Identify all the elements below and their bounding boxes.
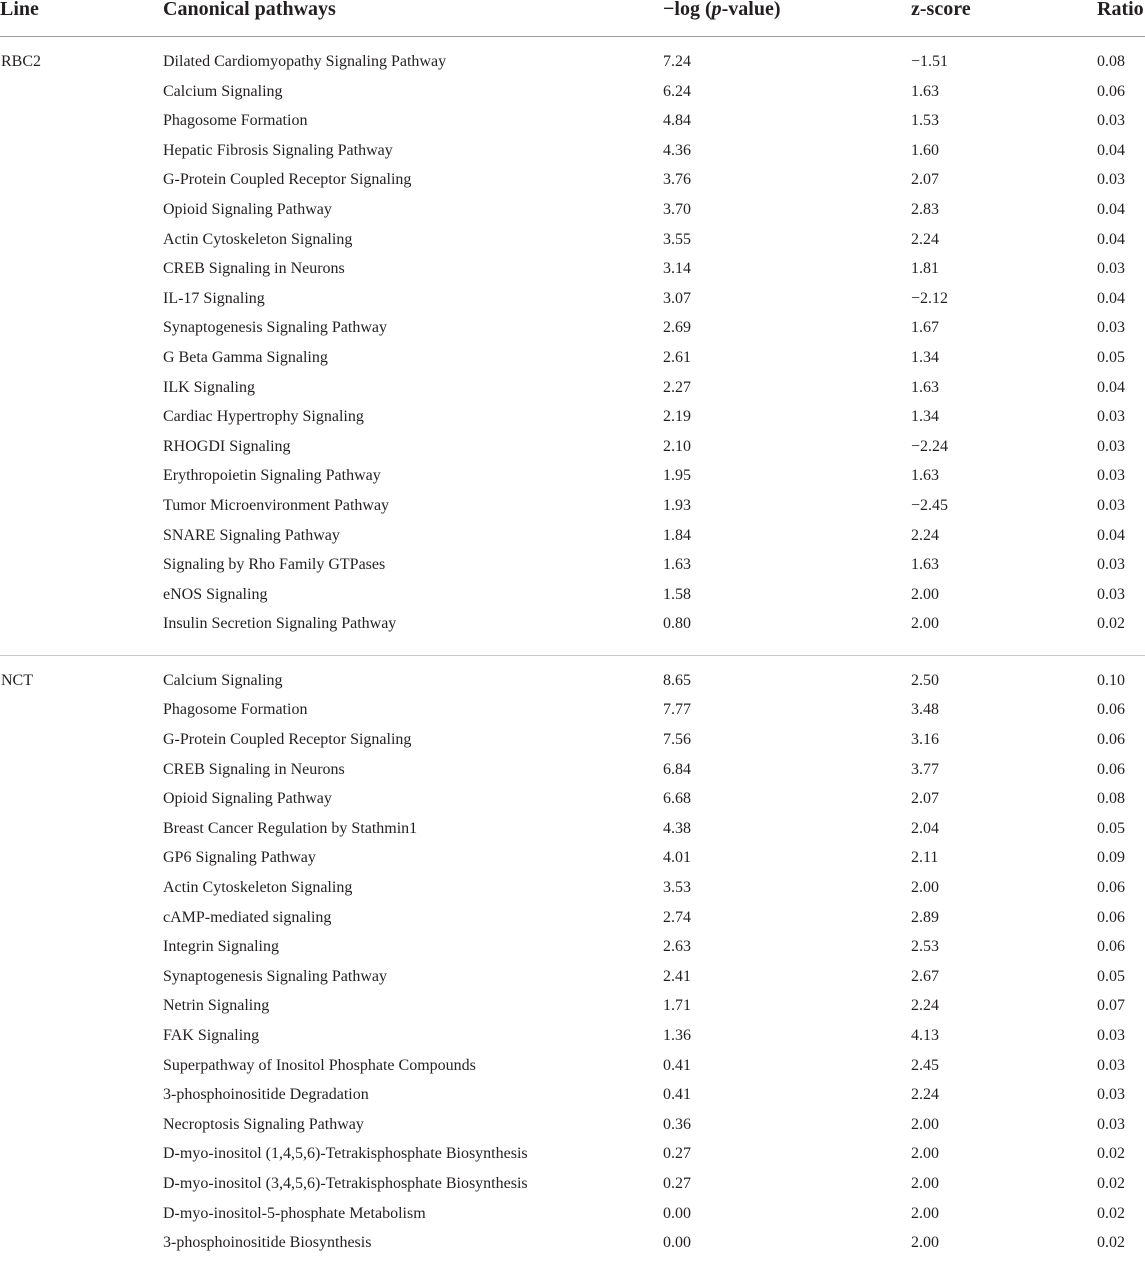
line-label: RBC2	[1, 53, 42, 70]
pathway-name: Tumor Microenvironment Pathway	[163, 496, 390, 514]
pathway-name: eNOS Signaling	[163, 585, 268, 603]
table-row	[0, 1053, 1145, 1083]
log-p-value: 6.84	[663, 760, 691, 778]
z-score-value: −1.51	[911, 53, 949, 70]
z-score-value: 3.77	[911, 760, 939, 778]
table-row	[0, 375, 1145, 405]
pathway-name: Cardiac Hypertrophy Signaling	[163, 408, 364, 426]
table-row	[0, 1082, 1145, 1112]
pathway-name: Necroptosis Signaling Pathway	[163, 1115, 364, 1133]
log-p-value: 4.38	[663, 819, 691, 837]
z-score-value: 2.24	[911, 526, 939, 544]
z-score-value: 2.00	[911, 1204, 939, 1222]
ratio-value: 0.04	[1097, 200, 1125, 218]
log-p-value: 7.77	[663, 701, 691, 719]
ratio-value: 0.03	[1097, 467, 1125, 485]
ratio-value: 0.02	[1097, 615, 1125, 633]
log-p-value: 2.41	[663, 967, 691, 985]
z-score-value: 2.24	[911, 997, 939, 1015]
pathway-name: Opioid Signaling Pathway	[163, 790, 332, 808]
header-line: Line	[0, 0, 39, 20]
z-score-value: 1.60	[911, 141, 939, 159]
ratio-value: 0.03	[1097, 408, 1125, 426]
pathway-name: RHOGDI Signaling	[163, 437, 291, 455]
ratio-value: 0.04	[1097, 378, 1125, 396]
ratio-value: 0.03	[1097, 171, 1125, 189]
z-score-value: 4.13	[911, 1027, 939, 1044]
pathway-name: Phagosome Formation	[163, 701, 308, 719]
log-p-value: 3.55	[663, 230, 691, 248]
pathway-name: CREB Signaling in Neurons	[163, 260, 345, 278]
ratio-value: 0.02	[1097, 1145, 1125, 1163]
log-p-value: 3.76	[663, 171, 691, 189]
pathway-name: Integrin Signaling	[163, 938, 279, 956]
log-p-value: 4.36	[663, 141, 691, 159]
pathway-name: G-Protein Coupled Receptor Signaling	[163, 731, 412, 749]
log-p-value: 2.27	[663, 378, 691, 396]
table-row	[0, 523, 1145, 553]
log-p-value: 3.07	[663, 289, 691, 307]
z-score-value: 2.00	[911, 1174, 939, 1192]
log-p-value: 2.69	[663, 319, 691, 337]
log-p-value: 2.74	[663, 908, 691, 926]
z-score-value: 1.34	[911, 408, 939, 426]
header-pathways: Canonical pathways	[163, 0, 336, 20]
table-row	[0, 493, 1145, 523]
table-row	[0, 993, 1145, 1023]
ratio-value: 0.08	[1097, 790, 1125, 808]
table-body	[0, 37, 1145, 1260]
z-score-value: −2.12	[911, 289, 949, 307]
pathway-name: Insulin Secretion Signaling Pathway	[163, 615, 397, 633]
ratio-value: 0.02	[1097, 1204, 1125, 1222]
z-score-value: 1.67	[911, 319, 939, 337]
ratio-value: 0.03	[1097, 1027, 1125, 1044]
pathway-name: G Beta Gamma Signaling	[163, 348, 328, 366]
ratio-value: 0.04	[1097, 526, 1125, 544]
ratio-value: 0.03	[1097, 1056, 1125, 1074]
table-row	[0, 167, 1145, 197]
ratio-value: 0.03	[1097, 319, 1125, 337]
pathway-name: IL-17 Signaling	[163, 289, 265, 307]
z-score-value: 2.00	[911, 1234, 939, 1252]
log-p-value: 7.56	[663, 731, 691, 749]
table-row	[0, 845, 1145, 875]
log-p-value: 4.84	[663, 112, 691, 130]
ratio-value: 0.09	[1097, 849, 1125, 867]
pathway-name: Signaling by Rho Family GTPases	[163, 556, 386, 574]
z-score-value: 1.81	[911, 260, 939, 278]
log-p-value: 0.36	[663, 1115, 691, 1133]
log-p-value: 4.01	[663, 849, 691, 867]
table-row	[0, 404, 1145, 434]
z-score-value: 2.00	[911, 879, 939, 897]
log-p-value: 8.65	[663, 671, 691, 689]
table-row	[0, 1230, 1145, 1260]
pathway-name: SNARE Signaling Pathway	[163, 526, 340, 544]
pathway-name: D-myo-inositol-5-phosphate Metabolism	[163, 1204, 426, 1222]
table-row	[0, 1141, 1145, 1171]
ratio-value: 0.06	[1097, 731, 1125, 749]
ratio-value: 0.04	[1097, 141, 1125, 159]
header-zscore: z-score	[911, 0, 971, 20]
log-p-value: 3.70	[663, 200, 691, 218]
ratio-value: 0.03	[1097, 1115, 1125, 1133]
log-p-value: 0.41	[663, 1086, 691, 1104]
pathway-name: D-myo-inositol (3,4,5,6)-Tetrakisphosphate Biosynthesis	[163, 1174, 528, 1192]
ratio-value: 0.02	[1097, 1174, 1125, 1192]
ratio-value: 0.05	[1097, 348, 1125, 366]
pathway-name: Breast Cancer Regulation by Stathmin1	[163, 819, 418, 837]
log-p-value: 2.19	[663, 408, 691, 426]
z-score-value: 1.63	[911, 378, 939, 396]
table-row	[0, 434, 1145, 464]
table-row	[0, 1112, 1145, 1142]
table-row	[0, 1023, 1145, 1053]
table-row	[0, 1171, 1145, 1201]
ratio-value: 0.03	[1097, 260, 1125, 278]
table-row	[0, 697, 1145, 727]
pathway-name: Superpathway of Inositol Phosphate Compounds	[163, 1056, 476, 1074]
ratio-value: 0.08	[1097, 53, 1125, 70]
table-row	[0, 463, 1145, 493]
z-score-value: 2.11	[911, 849, 939, 867]
z-score-value: 1.63	[911, 467, 939, 485]
log-p-value: 0.27	[663, 1174, 691, 1192]
pathway-name: Calcium Signaling	[163, 671, 283, 689]
table-row	[0, 315, 1145, 345]
z-score-value: 2.24	[911, 1086, 939, 1104]
log-p-value: 1.71	[663, 997, 691, 1015]
log-p-value: 1.63	[663, 556, 691, 574]
log-p-value: 3.53	[663, 879, 691, 897]
log-p-value: 6.24	[663, 82, 691, 100]
table-row	[0, 79, 1145, 109]
pathway-name: Calcium Signaling	[163, 82, 283, 100]
pathway-name: 3-phosphoinositide Biosynthesis	[163, 1234, 372, 1252]
z-score-value: 2.83	[911, 200, 939, 218]
table-row	[0, 727, 1145, 757]
log-p-value: 1.95	[663, 467, 691, 485]
ratio-value: 0.07	[1097, 997, 1125, 1015]
log-p-value: 1.58	[663, 585, 691, 603]
z-score-value: 2.45	[911, 1056, 939, 1074]
table-row	[0, 256, 1145, 286]
header-log-p: p	[711, 0, 722, 20]
z-score-value: 2.00	[911, 1145, 939, 1163]
log-p-value: 0.00	[663, 1204, 691, 1222]
z-score-value: −2.24	[911, 437, 949, 455]
pathway-name: 3-phosphoinositide Degradation	[163, 1086, 369, 1104]
table-row	[0, 934, 1145, 964]
pathway-name: Netrin Signaling	[163, 997, 270, 1015]
pathway-name: G-Protein Coupled Receptor Signaling	[163, 171, 412, 189]
z-score-value: 2.00	[911, 615, 939, 633]
z-score-value: 1.34	[911, 348, 939, 366]
ratio-value: 0.06	[1097, 879, 1125, 897]
log-p-value: 0.27	[663, 1145, 691, 1163]
ratio-value: 0.06	[1097, 908, 1125, 926]
ratio-value: 0.05	[1097, 967, 1125, 985]
z-score-value: 3.48	[911, 701, 939, 719]
ratio-value: 0.04	[1097, 230, 1125, 248]
group-rbc2	[0, 37, 1145, 655]
log-p-value: 0.00	[663, 1234, 691, 1252]
log-p-value: 1.36	[663, 1027, 691, 1044]
pathway-name: ILK Signaling	[163, 378, 255, 396]
z-score-value: 2.24	[911, 230, 939, 248]
header-log-prefix: −log (	[663, 0, 712, 20]
table-row	[0, 1201, 1145, 1231]
log-p-value: 2.63	[663, 938, 691, 956]
table-row	[0, 786, 1145, 816]
z-score-value: 2.00	[911, 585, 939, 603]
table-row	[0, 286, 1145, 316]
ratio-value: 0.06	[1097, 701, 1125, 719]
ratio-value: 0.03	[1097, 496, 1125, 514]
log-p-value: 3.14	[663, 260, 691, 278]
z-score-value: 2.07	[911, 171, 939, 189]
log-p-value: 0.80	[663, 615, 691, 633]
ratio-value: 0.02	[1097, 1234, 1125, 1252]
log-p-value: 1.84	[663, 526, 691, 544]
header-log-suffix: -value)	[721, 0, 781, 20]
table-row	[0, 611, 1145, 641]
pathway-name: Synaptogenesis Signaling Pathway	[163, 967, 387, 985]
pathway-name: CREB Signaling in Neurons	[163, 760, 345, 778]
table-row	[0, 875, 1145, 905]
ratio-value: 0.03	[1097, 437, 1125, 455]
z-score-value: 1.53	[911, 112, 939, 130]
pathway-name: Opioid Signaling Pathway	[163, 200, 332, 218]
table-row	[0, 757, 1145, 787]
ratio-value: 0.04	[1097, 289, 1125, 307]
pathway-name: D-myo-inositol (1,4,5,6)-Tetrakisphosphate Biosynthesis	[163, 1145, 528, 1163]
log-p-value: 6.68	[663, 790, 691, 808]
pathway-name: GP6 Signaling Pathway	[163, 849, 316, 867]
log-p-value: 0.41	[663, 1056, 691, 1074]
table-row	[0, 905, 1145, 935]
log-p-value: 2.61	[663, 348, 691, 366]
ratio-value: 0.03	[1097, 556, 1125, 574]
header-log-pvalue	[663, 0, 781, 21]
ratio-value: 0.05	[1097, 819, 1125, 837]
pathway-name: Phagosome Formation	[163, 112, 308, 130]
ratio-value: 0.06	[1097, 82, 1125, 100]
z-score-value: 2.50	[911, 671, 939, 689]
pathway-name: Actin Cytoskeleton Signaling	[163, 879, 353, 897]
pathway-name: Erythropoietin Signaling Pathway	[163, 467, 381, 485]
ratio-value: 0.10	[1097, 671, 1125, 689]
pathway-name: Synaptogenesis Signaling Pathway	[163, 319, 387, 337]
group-nct	[0, 656, 1145, 1260]
header-ratio: Ratio	[1097, 0, 1144, 20]
log-p-value: 1.93	[663, 496, 691, 514]
table-row	[0, 816, 1145, 846]
ratio-value: 0.03	[1097, 585, 1125, 603]
table-row	[0, 197, 1145, 227]
table-row	[0, 108, 1145, 138]
table-row	[0, 668, 1145, 698]
ratio-value: 0.06	[1097, 760, 1125, 778]
table-row	[0, 49, 1145, 79]
table-row	[0, 582, 1145, 612]
z-score-value: 2.07	[911, 790, 939, 808]
ratio-value: 0.03	[1097, 1086, 1125, 1104]
pathway-name: Dilated Cardiomyopathy Signaling Pathway	[163, 53, 447, 70]
line-label: NCT	[1, 671, 33, 689]
table-row	[0, 138, 1145, 168]
z-score-value: 2.00	[911, 1115, 939, 1133]
pathway-name: FAK Signaling	[163, 1027, 260, 1044]
pathway-name: cAMP-mediated signaling	[163, 908, 332, 926]
log-p-value: 7.24	[663, 53, 691, 70]
table-row	[0, 552, 1145, 582]
pathway-name: Actin Cytoskeleton Signaling	[163, 230, 353, 248]
z-score-value: 1.63	[911, 556, 939, 574]
z-score-value: 2.53	[911, 938, 939, 956]
table-row	[0, 964, 1145, 994]
z-score-value: 1.63	[911, 82, 939, 100]
pathway-name: Hepatic Fibrosis Signaling Pathway	[163, 141, 393, 159]
z-score-value: 2.67	[911, 967, 939, 985]
table-row	[0, 345, 1145, 375]
table-row	[0, 227, 1145, 257]
z-score-value: 2.04	[911, 819, 939, 837]
ratio-value: 0.03	[1097, 112, 1125, 130]
z-score-value: 2.89	[911, 908, 939, 926]
z-score-value: −2.45	[911, 496, 949, 514]
z-score-value: 3.16	[911, 731, 939, 749]
ratio-value: 0.06	[1097, 938, 1125, 956]
table-header	[0, 0, 1145, 37]
log-p-value: 2.10	[663, 437, 691, 455]
